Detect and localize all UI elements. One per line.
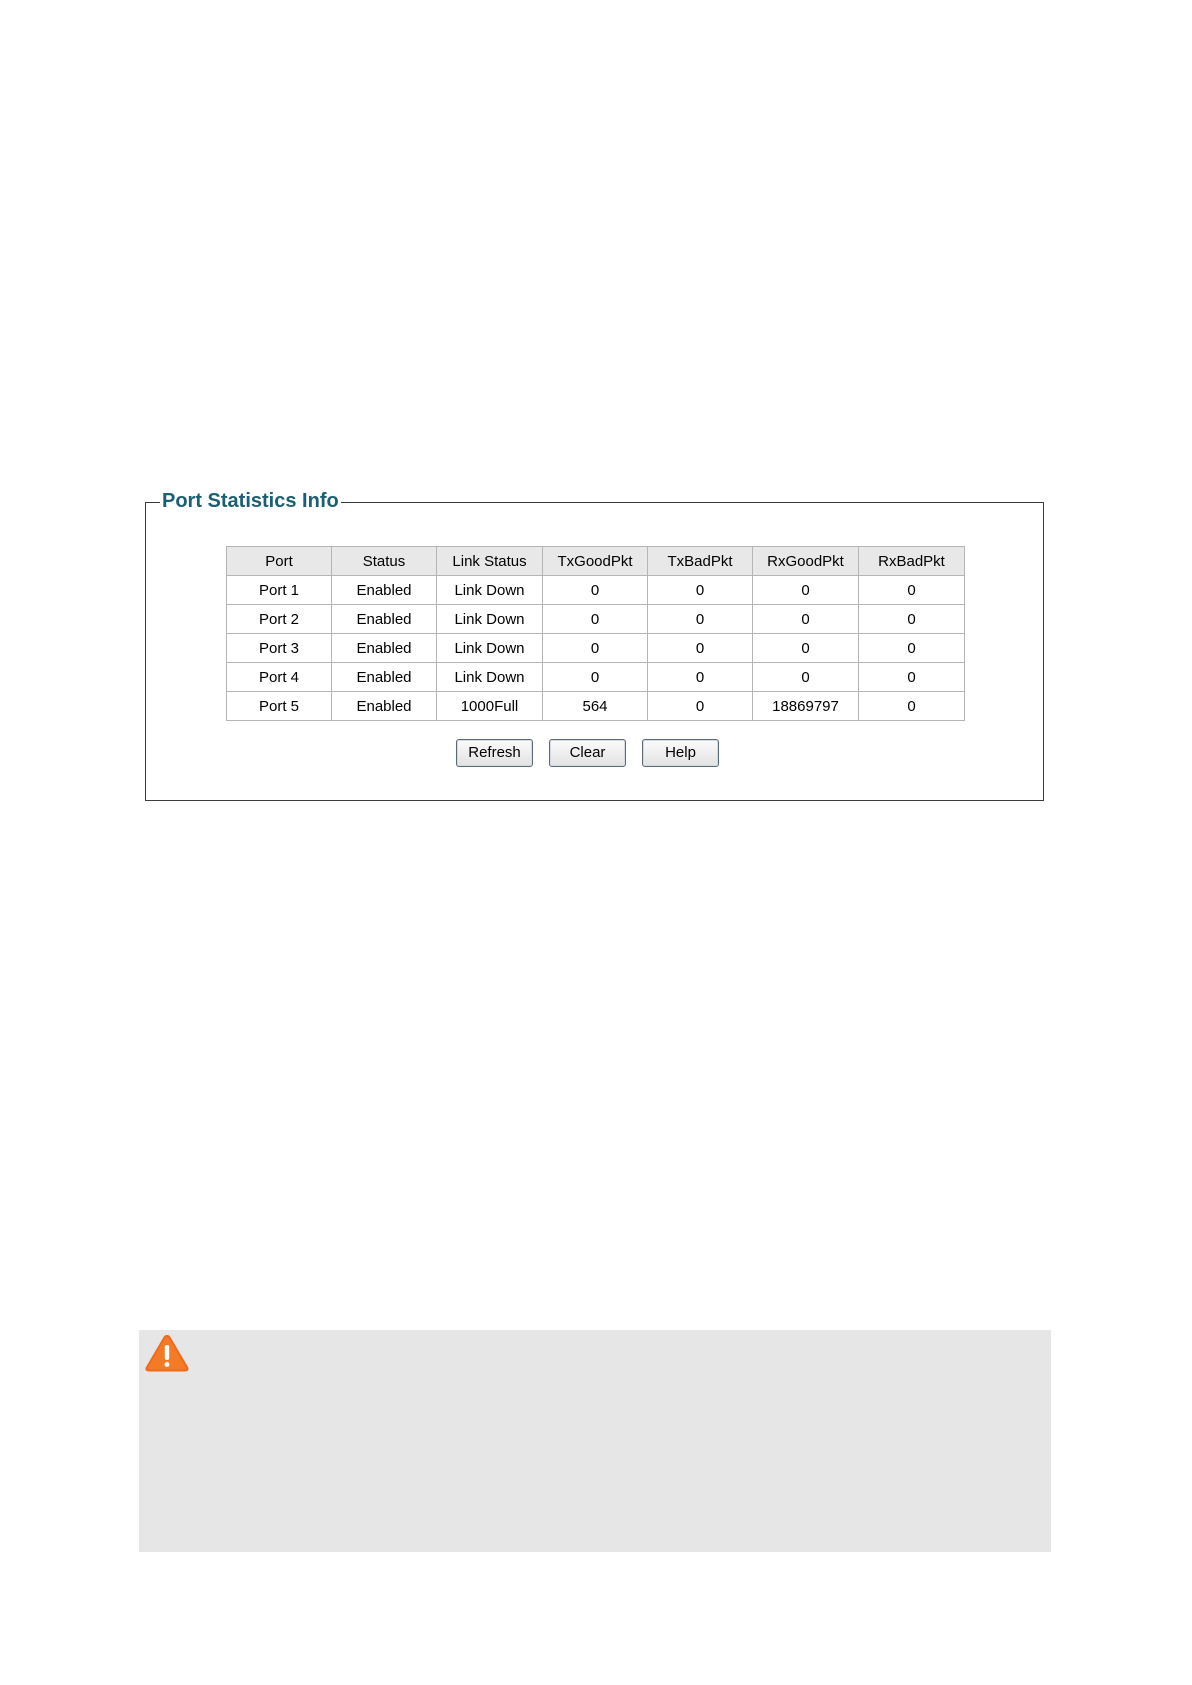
cell-rxgoodpkt: 0	[753, 576, 859, 605]
cell-txbadpkt: 0	[648, 605, 753, 634]
panel-title: Port Statistics Info	[162, 490, 339, 512]
table-row	[227, 692, 965, 721]
cell-txgoodpkt: 0	[543, 634, 648, 663]
cell-txgoodpkt: 0	[543, 576, 648, 605]
table-row	[227, 634, 965, 663]
column-header-link-status: Link Status	[437, 547, 543, 576]
cell-port: Port 2	[227, 605, 332, 634]
column-header-rxgoodpkt: RxGoodPkt	[753, 547, 859, 576]
clear-button[interactable]: Clear	[549, 739, 626, 767]
cell-txgoodpkt: 0	[543, 605, 648, 634]
cell-link-status: Link Down	[437, 634, 543, 663]
cell-rxbadpkt: 0	[859, 605, 965, 634]
cell-port: Port 4	[227, 663, 332, 692]
column-header-txgoodpkt: TxGoodPkt	[543, 547, 648, 576]
cell-status: Enabled	[332, 634, 437, 663]
cell-rxbadpkt: 0	[859, 576, 965, 605]
cell-port: Port 3	[227, 634, 332, 663]
cell-link-status: 1000Full	[437, 692, 543, 721]
cell-txbadpkt: 0	[648, 576, 753, 605]
cell-txgoodpkt: 0	[543, 663, 648, 692]
cell-rxgoodpkt: 0	[753, 663, 859, 692]
button-row	[146, 739, 1043, 769]
port-statistics-panel	[145, 490, 1044, 801]
cell-link-status: Link Down	[437, 605, 543, 634]
table-row	[227, 605, 965, 634]
cell-rxbadpkt: 0	[859, 692, 965, 721]
cell-port: Port 5	[227, 692, 332, 721]
column-header-status: Status	[332, 547, 437, 576]
cell-status: Enabled	[332, 576, 437, 605]
cell-txbadpkt: 0	[648, 663, 753, 692]
cell-rxbadpkt: 0	[859, 634, 965, 663]
warning-note-box	[139, 1330, 1051, 1552]
cell-status: Enabled	[332, 605, 437, 634]
column-header-port: Port	[227, 547, 332, 576]
column-header-rxbadpkt: RxBadPkt	[859, 547, 965, 576]
cell-rxgoodpkt: 0	[753, 634, 859, 663]
cell-txbadpkt: 0	[648, 634, 753, 663]
cell-rxbadpkt: 0	[859, 663, 965, 692]
cell-port: Port 1	[227, 576, 332, 605]
refresh-button[interactable]: Refresh	[456, 739, 533, 767]
warning-icon	[144, 1333, 190, 1373]
cell-rxgoodpkt: 0	[753, 605, 859, 634]
port-statistics-table	[226, 546, 965, 721]
cell-txbadpkt: 0	[648, 692, 753, 721]
table-header-row	[227, 547, 965, 576]
table-row	[227, 576, 965, 605]
help-button[interactable]: Help	[642, 739, 719, 767]
cell-txgoodpkt: 564	[543, 692, 648, 721]
table-row	[227, 663, 965, 692]
cell-status: Enabled	[332, 663, 437, 692]
cell-link-status: Link Down	[437, 663, 543, 692]
cell-status: Enabled	[332, 692, 437, 721]
cell-rxgoodpkt: 18869797	[753, 692, 859, 721]
column-header-txbadpkt: TxBadPkt	[648, 547, 753, 576]
cell-link-status: Link Down	[437, 576, 543, 605]
